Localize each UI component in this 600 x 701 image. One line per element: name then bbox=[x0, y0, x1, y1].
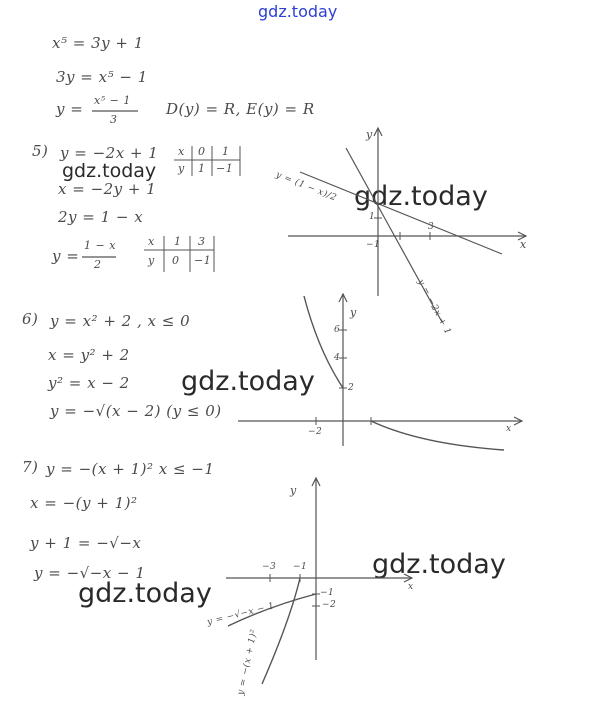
graph5-tick-1: 1 bbox=[369, 212, 376, 222]
section-5-line3: 2y = 1 − x bbox=[58, 208, 144, 226]
graph5-y-label: y bbox=[366, 128, 373, 141]
watermark-left: gdz.today bbox=[62, 160, 157, 182]
table1-x-1: 0 bbox=[198, 145, 206, 158]
section-5-equation: y = −2x + 1 bbox=[60, 144, 159, 162]
table1-x-2: 1 bbox=[222, 145, 230, 158]
eq-a-line3-num: x⁵ − 1 bbox=[94, 94, 131, 107]
table2-y-1: 0 bbox=[172, 254, 180, 267]
graph5-tick-neg1: −1 bbox=[366, 240, 381, 250]
graph7-tick-y-neg2: −2 bbox=[322, 600, 337, 610]
graph7-tick-neg1: −1 bbox=[293, 562, 308, 572]
graph7-tick-neg3: −3 bbox=[262, 562, 277, 572]
watermark-mid: gdz.today bbox=[181, 366, 315, 397]
graph6-tick-4: 4 bbox=[334, 353, 341, 363]
graph5-curve-a-label: y = (1 − x)/2 bbox=[274, 170, 338, 204]
watermark-bottom-left: gdz.today bbox=[78, 578, 212, 609]
eq-a-line3-den: 3 bbox=[110, 113, 118, 126]
table2-x-2: 3 bbox=[198, 235, 206, 248]
graph6-y-label: y bbox=[350, 306, 357, 319]
section-7-equation: y = −(x + 1)² x ≤ −1 bbox=[46, 460, 215, 478]
graph7-curve-b-label: y = −(x + 1)² bbox=[236, 628, 260, 697]
eq-a-domain: D(y) = R, E(y) = R bbox=[166, 100, 315, 118]
eq-a-line1: x⁵ = 3y + 1 bbox=[52, 34, 144, 52]
section-5-line4-den: 2 bbox=[94, 258, 102, 271]
graph5-curve-b-label: y = −2x + 1 bbox=[415, 278, 453, 337]
table1-y-1: 1 bbox=[198, 162, 206, 175]
watermark-bottom-right: gdz.today bbox=[372, 549, 506, 580]
graph6-tick-2: 2 bbox=[348, 383, 355, 393]
watermark-right: gdz.today bbox=[354, 181, 488, 212]
section-6-number: 6) bbox=[22, 310, 39, 328]
table2-y-header: y bbox=[148, 254, 155, 267]
section-6-line3: y² = x − 2 bbox=[48, 374, 130, 392]
watermark-top: gdz.today bbox=[258, 2, 338, 21]
table1-x-header: x bbox=[178, 145, 185, 158]
graph5-x-label: x bbox=[520, 238, 527, 251]
graph7-x-label: x bbox=[408, 582, 414, 592]
graph7-curve-a-label: y = −√−x − 1 bbox=[206, 601, 276, 628]
table1-y-2: −1 bbox=[216, 162, 234, 175]
section-7-line3: y + 1 = −√−x bbox=[30, 534, 142, 552]
section-5-line4-lhs: y = bbox=[52, 247, 80, 265]
eq-a-line3-lhs: y = bbox=[56, 100, 84, 118]
section-7-line2: x = −(y + 1)² bbox=[30, 494, 138, 512]
graph6-x-label: x bbox=[506, 424, 512, 434]
graph6-tick-6: 6 bbox=[334, 325, 341, 335]
section-6-line2: x = y² + 2 bbox=[48, 346, 130, 364]
graph7-tick-y-neg1: −1 bbox=[320, 588, 335, 598]
graph6-tick-neg2: −2 bbox=[308, 427, 323, 437]
section-5-line4-num: 1 − x bbox=[84, 239, 116, 252]
section-6-equation: y = x² + 2 , x ≤ 0 bbox=[50, 312, 191, 330]
eq-a-line2: 3y = x⁵ − 1 bbox=[56, 68, 148, 86]
table2-x-1: 1 bbox=[174, 235, 182, 248]
table2-y-2: −1 bbox=[194, 254, 212, 267]
section-7-line4: y = −√−x − 1 bbox=[34, 564, 146, 582]
section-5-line2: x = −2y + 1 bbox=[58, 180, 157, 198]
graph7-y-label: y bbox=[290, 484, 297, 497]
graph5-tick-3: 3 bbox=[428, 222, 435, 232]
table1-y-header: y bbox=[178, 162, 185, 175]
section-7-number: 7) bbox=[22, 458, 39, 476]
section-5-number: 5) bbox=[32, 142, 49, 160]
table2-x-header: x bbox=[148, 235, 155, 248]
section-6-line4: y = −√(x − 2) (y ≤ 0) bbox=[50, 402, 222, 420]
